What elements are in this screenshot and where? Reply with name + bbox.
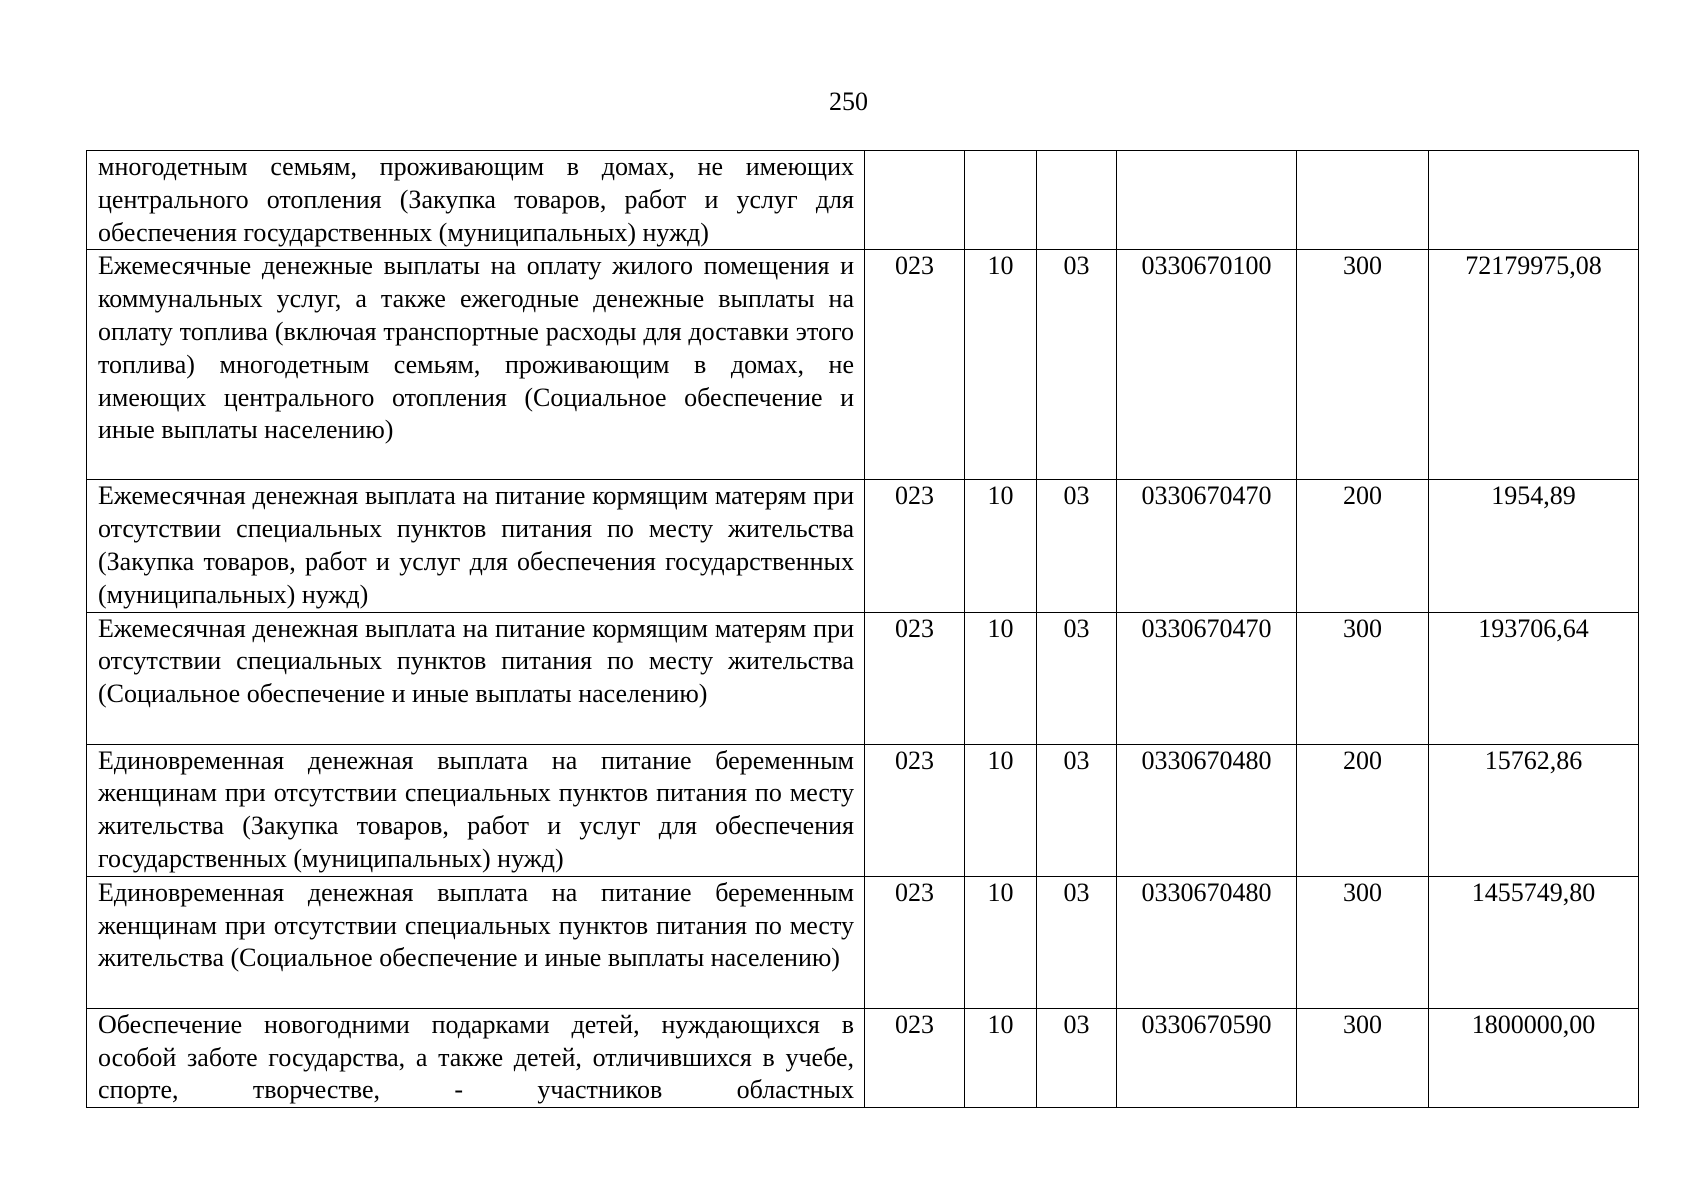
row-subsection-code: 03 (1037, 744, 1117, 876)
row-description: Обеспечение новогодними подарками детей, нуждающихся в особой заботе государства, а также детей, отличившихся в учебе, спорте, творчестве, - участников областных (98, 1009, 854, 1105)
row-target-article: 0330670480 (1117, 744, 1297, 876)
row-ministry-code: 023 (865, 612, 965, 744)
row-target-article: 0330670470 (1117, 612, 1297, 744)
row-expense-type: 200 (1297, 480, 1429, 612)
row-expense-type: 300 (1297, 250, 1429, 480)
row-description: Ежемесячные денежные выплаты на оплату жилого помещения и коммунальных услуг, а также ежегодные денежные выплаты на оплату топлива (включая транспортные расходы для доставки этого топлива) многодетным семьям, проживающим в домах, не имеющих центрального отопления (Социальное обеспечение и иные выплаты населению) (87, 250, 865, 480)
table-row (87, 1008, 1639, 1107)
row-amount: 1954,89 (1429, 480, 1639, 612)
row-subsection-code: 03 (1037, 876, 1117, 1008)
row-ministry-code: 023 (865, 744, 965, 876)
row-target-article: 0330670480 (1117, 876, 1297, 1008)
row-amount: 193706,64 (1429, 612, 1639, 744)
row-target-article: 0330670470 (1117, 480, 1297, 612)
row-ministry-code: 023 (865, 250, 965, 480)
row-amount (1429, 151, 1639, 250)
table-row (87, 612, 1639, 744)
budget-table (86, 150, 1639, 1108)
row-section-code: 10 (965, 612, 1037, 744)
row-expense-type (1297, 151, 1429, 250)
row-subsection-code (1037, 151, 1117, 250)
row-amount: 1800000,00 (1429, 1008, 1639, 1107)
row-amount: 1455749,80 (1429, 876, 1639, 1008)
row-amount: 15762,86 (1429, 744, 1639, 876)
row-ministry-code: 023 (865, 1008, 965, 1107)
row-description-cell (87, 1008, 865, 1107)
row-target-article: 0330670100 (1117, 250, 1297, 480)
row-expense-type: 300 (1297, 1008, 1429, 1107)
row-expense-type: 200 (1297, 744, 1429, 876)
row-section-code: 10 (965, 250, 1037, 480)
row-ministry-code (865, 151, 965, 250)
row-expense-type: 300 (1297, 876, 1429, 1008)
table-row (87, 151, 1639, 250)
row-target-article (1117, 151, 1297, 250)
row-section-code (965, 151, 1037, 250)
row-section-code: 10 (965, 480, 1037, 612)
row-subsection-code: 03 (1037, 1008, 1117, 1107)
row-section-code: 10 (965, 876, 1037, 1008)
row-description: Ежемесячная денежная выплата на питание кормящим матерям при отсутствии специальных пунктов питания по месту жительства (Закупка товаров, работ и услуг для обеспечения государственных (муниципальных) нужд) (87, 480, 865, 612)
row-ministry-code: 023 (865, 480, 965, 612)
row-description: Единовременная денежная выплата на питание беременным женщинам при отсутствии специальных пунктов питания по месту жительства (Социальное обеспечение и иные выплаты населению) (87, 876, 865, 1008)
row-amount: 72179975,08 (1429, 250, 1639, 480)
row-description: Единовременная денежная выплата на питание беременным женщинам при отсутствии специальных пунктов питания по месту жительства (Закупка товаров, работ и услуг для обеспечения государственных (муниципальных) нужд) (87, 744, 865, 876)
table-row (87, 250, 1639, 480)
page-number: 250 (829, 87, 868, 116)
row-subsection-code: 03 (1037, 250, 1117, 480)
row-expense-type: 300 (1297, 612, 1429, 744)
table-row (87, 876, 1639, 1008)
row-subsection-code: 03 (1037, 480, 1117, 612)
table-row (87, 744, 1639, 876)
row-description: многодетным семьям, проживающим в домах, не имеющих центрального отопления (Закупка товаров, работ и услуг для обеспечения государственных (муниципальных) нужд) (87, 151, 865, 250)
row-target-article: 0330670590 (1117, 1008, 1297, 1107)
row-section-code: 10 (965, 744, 1037, 876)
row-description: Ежемесячная денежная выплата на питание кормящим матерям при отсутствии специальных пунктов питания по месту жительства (Социальное обеспечение и иные выплаты населению) (87, 612, 865, 744)
row-ministry-code: 023 (865, 876, 965, 1008)
row-section-code: 10 (965, 1008, 1037, 1107)
table-row (87, 480, 1639, 612)
row-subsection-code: 03 (1037, 612, 1117, 744)
